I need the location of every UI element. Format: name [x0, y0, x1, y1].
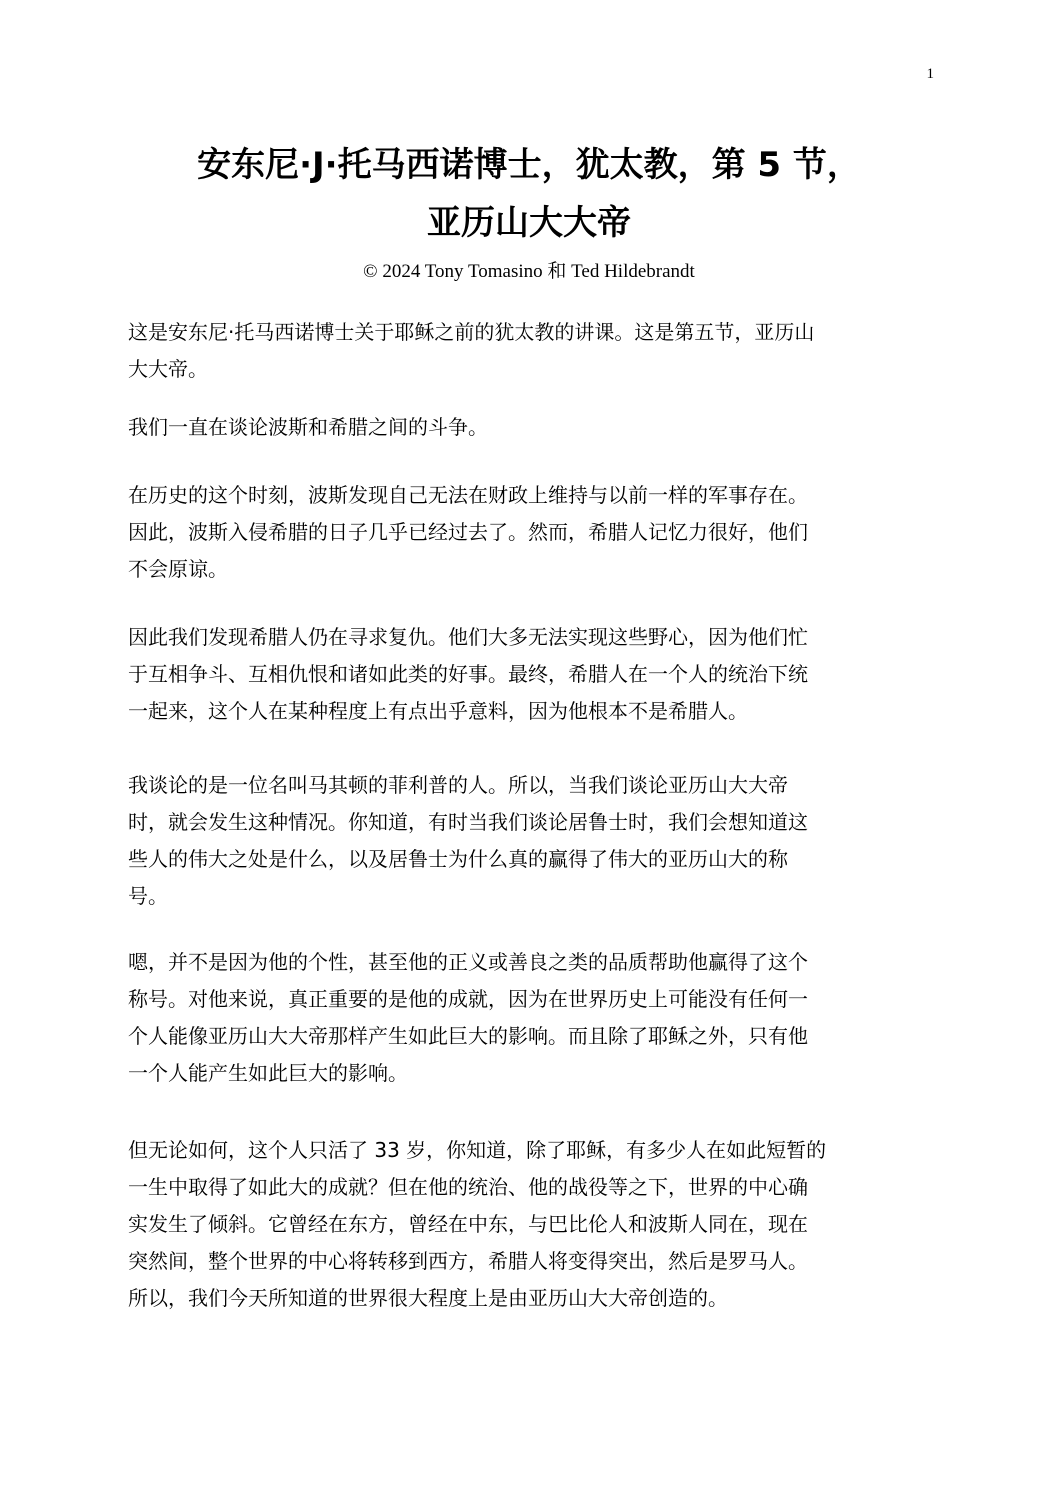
document-title [110, 136, 948, 252]
paragraph-line: 在历史的这个时刻，波斯发现自己无法在财政上维持与以前一样的军事存在。 [128, 483, 808, 507]
paragraph-line: 因此我们发现希腊人仍在寻求复仇。他们大多无法实现这些野心，因为他们忙 [128, 625, 808, 649]
page-number: 1 [926, 66, 934, 82]
paragraph-line: 一生中取得了如此大的成就？但在他的统治、他的战役等之下，世界的中心确 [128, 1175, 808, 1199]
paragraph-3 [128, 477, 928, 588]
paragraph-5 [128, 767, 928, 915]
paragraph-line: 号。 [128, 884, 168, 908]
paragraph-4 [128, 619, 928, 730]
paragraph-line: 我们一直在谈论波斯和希腊之间的斗争。 [128, 415, 488, 439]
paragraph-1 [128, 314, 928, 388]
paragraph-line: 因此，波斯入侵希腊的日子几乎已经过去了。然而，希腊人记忆力很好，他们 [128, 520, 808, 544]
paragraph-line: 所以，我们今天所知道的世界很大程度上是由亚历山大大帝创造的。 [128, 1286, 728, 1310]
paragraph-line: 个人能像亚历山大大帝那样产生如此巨大的影响。而且除了耶稣之外，只有他 [128, 1024, 808, 1048]
paragraph-6 [128, 944, 928, 1092]
paragraph-line: 些人的伟大之处是什么，以及居鲁士为什么真的赢得了伟大的亚历山大的称 [128, 847, 788, 871]
copyright-line: © 2024 Tony Tomasino 和 Ted Hildebrandt [363, 261, 695, 282]
title-line-1: 安东尼·J·托马西诺博士，犹太教，第 5 节， [197, 145, 861, 185]
title-line-2: 亚历山大大帝 [427, 203, 631, 243]
paragraph-line: 但无论如何，这个人只活了 33 岁，你知道，除了耶稣，有多少人在如此短暂的 [128, 1138, 827, 1162]
paragraph-line: 时，就会发生这种情况。你知道，有时当我们谈论居鲁士时，我们会想知道这 [128, 810, 808, 834]
paragraph-line: 这是安东尼·托马西诺博士关于耶稣之前的犹太教的讲课。这是第五节，亚历山 [128, 320, 815, 344]
paragraph-line: 于互相争斗、互相仇恨和诸如此类的好事。最终，希腊人在一个人的统治下统 [128, 662, 808, 686]
paragraph-line: 不会原谅。 [128, 557, 228, 581]
paragraph-line: 突然间，整个世界的中心将转移到西方，希腊人将变得突出，然后是罗马人。 [128, 1249, 808, 1273]
paragraph-line: 大大帝。 [128, 357, 208, 381]
paragraph-line: 实发生了倾斜。它曾经在东方，曾经在中东，与巴比伦人和波斯人同在，现在 [128, 1212, 808, 1236]
paragraph-2 [128, 409, 928, 446]
paragraph-line: 称号。对他来说，真正重要的是他的成就，因为在世界历史上可能没有任何一 [128, 987, 808, 1011]
paragraph-line: 一个人能产生如此巨大的影响。 [128, 1061, 408, 1085]
paragraph-7 [128, 1132, 928, 1317]
paragraph-line: 嗯，并不是因为他的个性，甚至他的正义或善良之类的品质帮助他赢得了这个 [128, 950, 808, 974]
paragraph-line: 一起来，这个人在某种程度上有点出乎意料，因为他根本不是希腊人。 [128, 699, 748, 723]
paragraph-line: 我谈论的是一位名叫马其顿的菲利普的人。所以，当我们谈论亚历山大大帝 [128, 773, 788, 797]
